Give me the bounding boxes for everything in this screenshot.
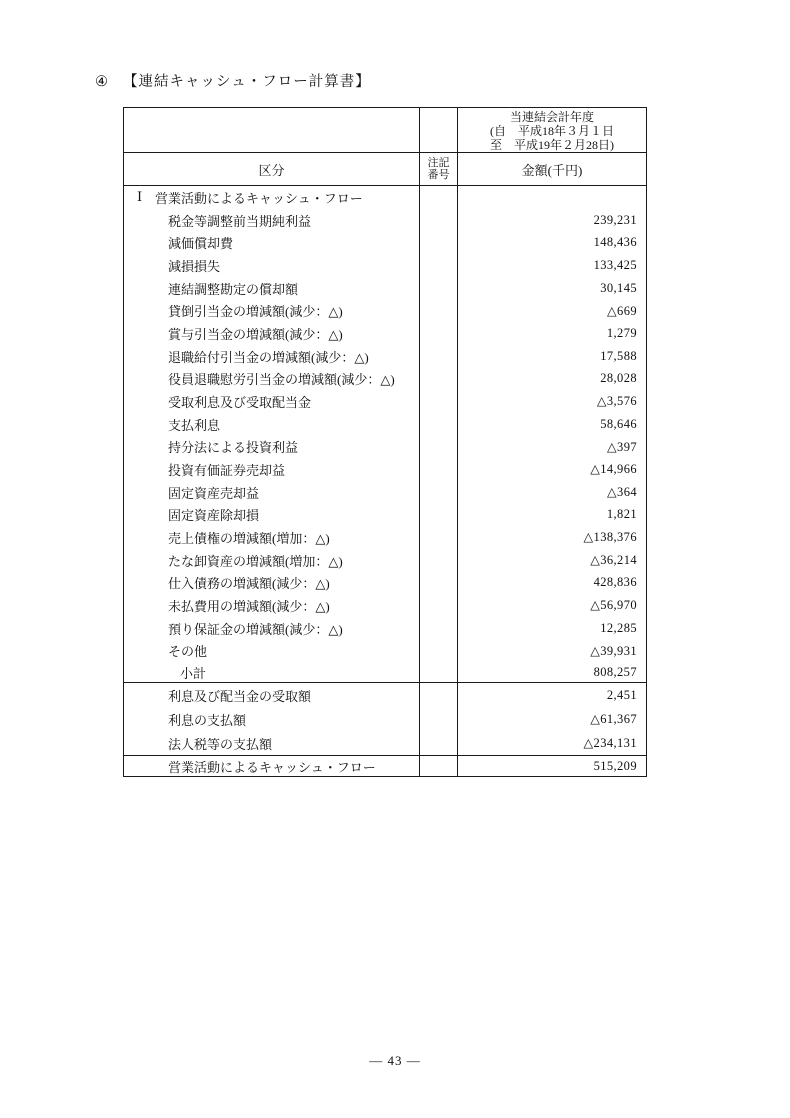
fiscal-period-line1: 当連結会計年度	[509, 110, 594, 124]
table-row	[124, 707, 646, 731]
note-cell	[420, 254, 458, 277]
row-label: 仕入債務の増減額(減少：△)	[124, 571, 420, 594]
section-label: 営業活動によるキャッシュ・フロー	[155, 190, 363, 206]
row-amount: 148,436	[593, 235, 637, 250]
table-row	[124, 413, 646, 436]
note-cell	[420, 526, 458, 549]
section-numeral: Ⅰ	[137, 189, 143, 205]
row-label: 法人税等の支払額	[124, 731, 420, 755]
note-cell	[420, 503, 458, 526]
table-row	[124, 617, 646, 640]
row-amount: △364	[607, 485, 637, 500]
row-amount: 133,425	[593, 257, 637, 272]
row-label: 利息の支払額	[124, 707, 420, 731]
amount-cell	[458, 186, 646, 209]
table-row	[124, 367, 646, 390]
row-label: 受取利息及び受取配当金	[124, 390, 420, 413]
cash-flow-table	[123, 107, 647, 777]
note-cell	[420, 277, 458, 300]
table-row	[124, 639, 646, 662]
table-row	[124, 571, 646, 594]
header-blank-category-cell	[124, 108, 420, 152]
note-cell	[420, 435, 458, 458]
row-amount: △61,367	[590, 712, 637, 726]
table-row	[124, 390, 646, 413]
table-row	[124, 526, 646, 549]
row-amount: △36,214	[590, 553, 637, 568]
note-cell	[420, 731, 458, 755]
note-cell	[420, 209, 458, 232]
row-label: 連結調整勘定の償却額	[124, 277, 420, 300]
row-amount: 2,451	[606, 687, 637, 702]
row-label: 役員退職慰労引当金の増減額(減少：△)	[124, 367, 420, 390]
note-cell	[420, 662, 458, 682]
table-body-after-subtotal	[124, 683, 646, 755]
row-label: その他	[124, 639, 420, 662]
row-label: 利息及び配当金の受取額	[124, 683, 420, 707]
row-label: 貸倒引当金の増減額(減少：△)	[124, 299, 420, 322]
row-amount: 30,145	[600, 280, 637, 295]
document-title-text: 【連結キャッシュ・フロー計算書】	[123, 74, 371, 90]
table-row	[124, 231, 646, 254]
table-header-period-row	[124, 108, 646, 153]
category-column-header: 区分	[124, 153, 420, 185]
row-label: 売上債権の増減額(増加：△)	[124, 526, 420, 549]
row-amount: 1,279	[606, 325, 637, 340]
row-label: 預り保証金の増減額(減少：△)	[124, 617, 420, 640]
row-amount: 239,231	[593, 212, 637, 227]
table-header-columns-row	[124, 153, 646, 186]
note-cell	[420, 683, 458, 707]
table-row	[124, 594, 646, 617]
row-label: 固定資産除却損	[124, 503, 420, 526]
table-row	[124, 345, 646, 368]
subtotal-label: 小計	[124, 662, 420, 682]
note-cell	[420, 231, 458, 254]
total-row	[124, 755, 646, 776]
note-cell	[420, 481, 458, 504]
fiscal-period-line2: (自 平成18年３月１日	[490, 124, 614, 138]
section-label-cell	[124, 186, 420, 209]
row-label: たな卸資産の増減額(増加：△)	[124, 549, 420, 572]
table-row	[124, 254, 646, 277]
table-row	[124, 503, 646, 526]
table-row	[124, 683, 646, 707]
row-label: 固定資産売却益	[124, 481, 420, 504]
row-label: 税金等調整前当期純利益	[124, 209, 420, 232]
note-cell	[420, 707, 458, 731]
note-header-line2: 番号	[427, 169, 450, 181]
row-label: 投資有価証券売却益	[124, 458, 420, 481]
header-blank-note-cell	[420, 108, 458, 152]
fiscal-period-cell	[458, 108, 646, 152]
fiscal-period-line3: 至 平成19年２月28日)	[490, 138, 614, 152]
page-number: — 43 —	[369, 1053, 421, 1068]
row-label: 減価償却費	[124, 231, 420, 254]
note-cell	[420, 345, 458, 368]
table-body-operating	[124, 186, 646, 662]
table-row	[124, 209, 646, 232]
row-amount: △39,931	[590, 643, 637, 658]
row-label: 未払費用の増減額(減少：△)	[124, 594, 420, 617]
table-row	[124, 322, 646, 345]
amount-column-header: 金額(千円)	[521, 162, 583, 178]
table-row	[124, 549, 646, 572]
row-amount: △3,576	[596, 394, 637, 409]
row-amount: 12,285	[600, 620, 637, 635]
row-label: 退職給付引当金の増減額(減少：△)	[124, 345, 420, 368]
note-header-line1: 注記	[427, 157, 450, 169]
row-amount: 58,646	[600, 416, 637, 431]
note-cell	[420, 299, 458, 322]
total-label: 営業活動によるキャッシュ・フロー	[124, 756, 420, 776]
note-cell	[420, 571, 458, 594]
total-amount: 515,209	[593, 758, 637, 773]
row-amount: △14,966	[590, 462, 637, 477]
note-cell	[420, 549, 458, 572]
row-amount: 1,821	[606, 507, 637, 522]
row-amount: 28,028	[600, 371, 637, 386]
row-amount: 428,836	[593, 575, 637, 590]
note-cell	[420, 186, 458, 209]
row-label: 賞与引当金の増減額(減少：△)	[124, 322, 420, 345]
row-label: 減損損失	[124, 254, 420, 277]
document-title	[95, 70, 371, 91]
note-cell	[420, 367, 458, 390]
table-row	[124, 731, 646, 755]
table-row	[124, 435, 646, 458]
note-cell	[420, 756, 458, 776]
note-number-column-header	[420, 153, 458, 185]
subtotal-row	[124, 662, 646, 683]
row-amount: △138,376	[583, 530, 637, 545]
subtotal-amount: 808,257	[593, 664, 637, 679]
row-amount: △669	[607, 303, 637, 318]
note-cell	[420, 322, 458, 345]
row-amount: △234,131	[583, 736, 637, 750]
row-amount: 17,588	[600, 348, 637, 363]
row-label: 支払利息	[124, 413, 420, 436]
note-cell	[420, 458, 458, 481]
row-amount: △397	[607, 439, 637, 454]
note-cell	[420, 413, 458, 436]
note-cell	[420, 594, 458, 617]
note-cell	[420, 639, 458, 662]
table-row	[124, 481, 646, 504]
note-cell	[420, 390, 458, 413]
table-row	[124, 458, 646, 481]
table-row	[124, 277, 646, 300]
row-label: 持分法による投資利益	[124, 435, 420, 458]
table-row	[124, 299, 646, 322]
section-row	[124, 186, 646, 209]
document-title-number: ④	[95, 74, 109, 90]
note-cell	[420, 617, 458, 640]
row-amount: △56,970	[590, 598, 637, 613]
